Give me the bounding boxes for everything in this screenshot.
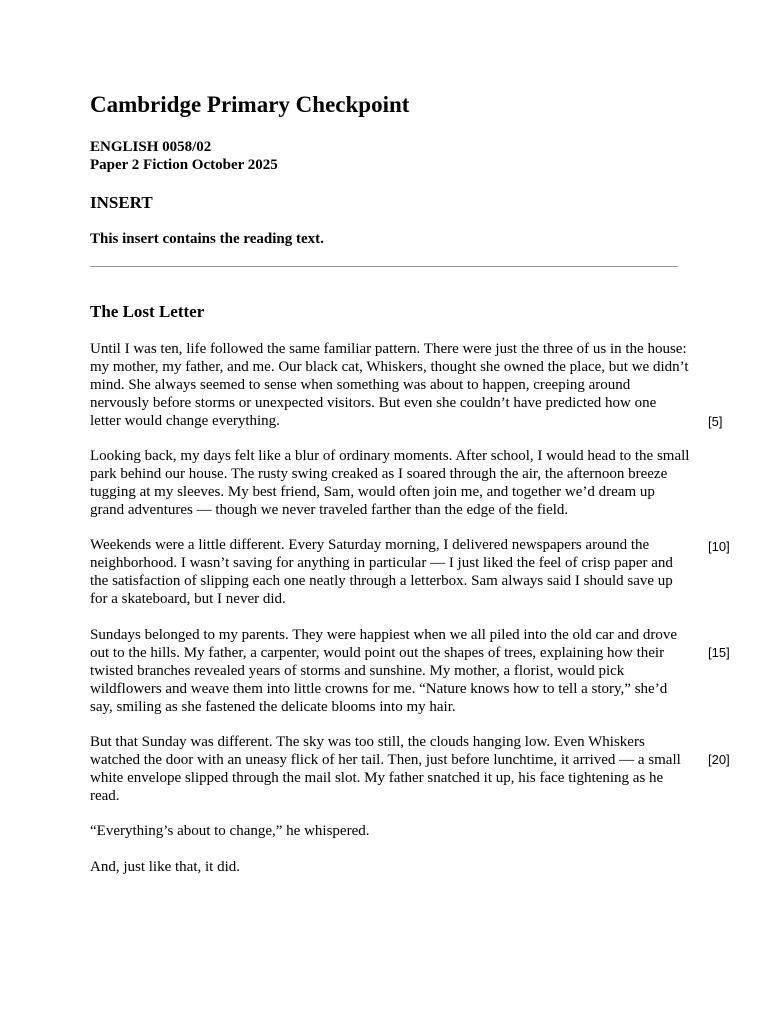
story-paragraph-5: But that Sunday was different. The sky was too still, the clouds hanging low. Even Whiskers watched the door with an uneasy flick of her tail. Then, just before lunchtime, it arrived — a small white envelope slipped through the mail slot. My father snatched it up, his face tightening as he read. xyxy=(90,734,681,804)
paper-name: Paper 2 Fiction October 2025 xyxy=(90,157,278,173)
story-paragraph-1: Until I was ten, life followed the same familiar pattern. There were just the three of us in the house: my mother, my father, and me. Our black cat, Whiskers, thought she owned the place, but we didn’t mind. She always seemed to sense when something was about to happen, creeping around nervously before storms or unexpected visitors. But even she couldn’t have predicted how one letter would change everything. xyxy=(90,341,689,429)
horizontal-divider xyxy=(90,266,678,267)
subject-code: ENGLISH 0058/02 xyxy=(90,139,212,155)
insert-note: This insert contains the reading text. xyxy=(90,231,324,247)
document-title: Cambridge Primary Checkpoint xyxy=(90,92,410,117)
line-marker: [10] xyxy=(708,539,730,554)
line-marker: [15] xyxy=(708,645,730,660)
paper-info xyxy=(90,138,278,174)
insert-label: INSERT xyxy=(90,193,153,212)
story-paragraph-2: Looking back, my days felt like a blur of ordinary moments. After school, I would head to the small park behind our house. The rusty swing creaked as I soared through the air, the afternoon breeze tugging at my sleeves. My best friend, Sam, would often join me, and together we’d dream up grand adventures — though we never traveled farther than the edge of the field. xyxy=(90,448,690,518)
line-marker: [5] xyxy=(708,414,723,429)
line-marker: [20] xyxy=(708,752,730,767)
story-paragraph-7: And, just like that, it did. xyxy=(90,859,240,875)
story-title: The Lost Letter xyxy=(90,302,205,321)
story-paragraph-6: “Everything’s about to change,” he whispered. xyxy=(90,823,370,839)
story-paragraph-3: Weekends were a little different. Every Saturday morning, I delivered newspapers around the neighborhood. I wasn’t saving for anything in particular — I just liked the feel of crisp paper and the satisfaction of slipping each one neatly through a letterbox. Sam always said I should save up for a skateboard, but I never did. xyxy=(90,537,673,607)
story-paragraph-4: Sundays belonged to my parents. They were happiest when we all piled into the old car and drove out to the hills. My father, a carpenter, would point out the shapes of trees, explaining how their twisted branches revealed years of storms and sunshine. My mother, a florist, would pick wildflowers and weave them into little crowns for me. “Nature knows how to tell a story,” she’d say, smiling as she fastened the delicate blooms into my hair. xyxy=(90,627,678,715)
